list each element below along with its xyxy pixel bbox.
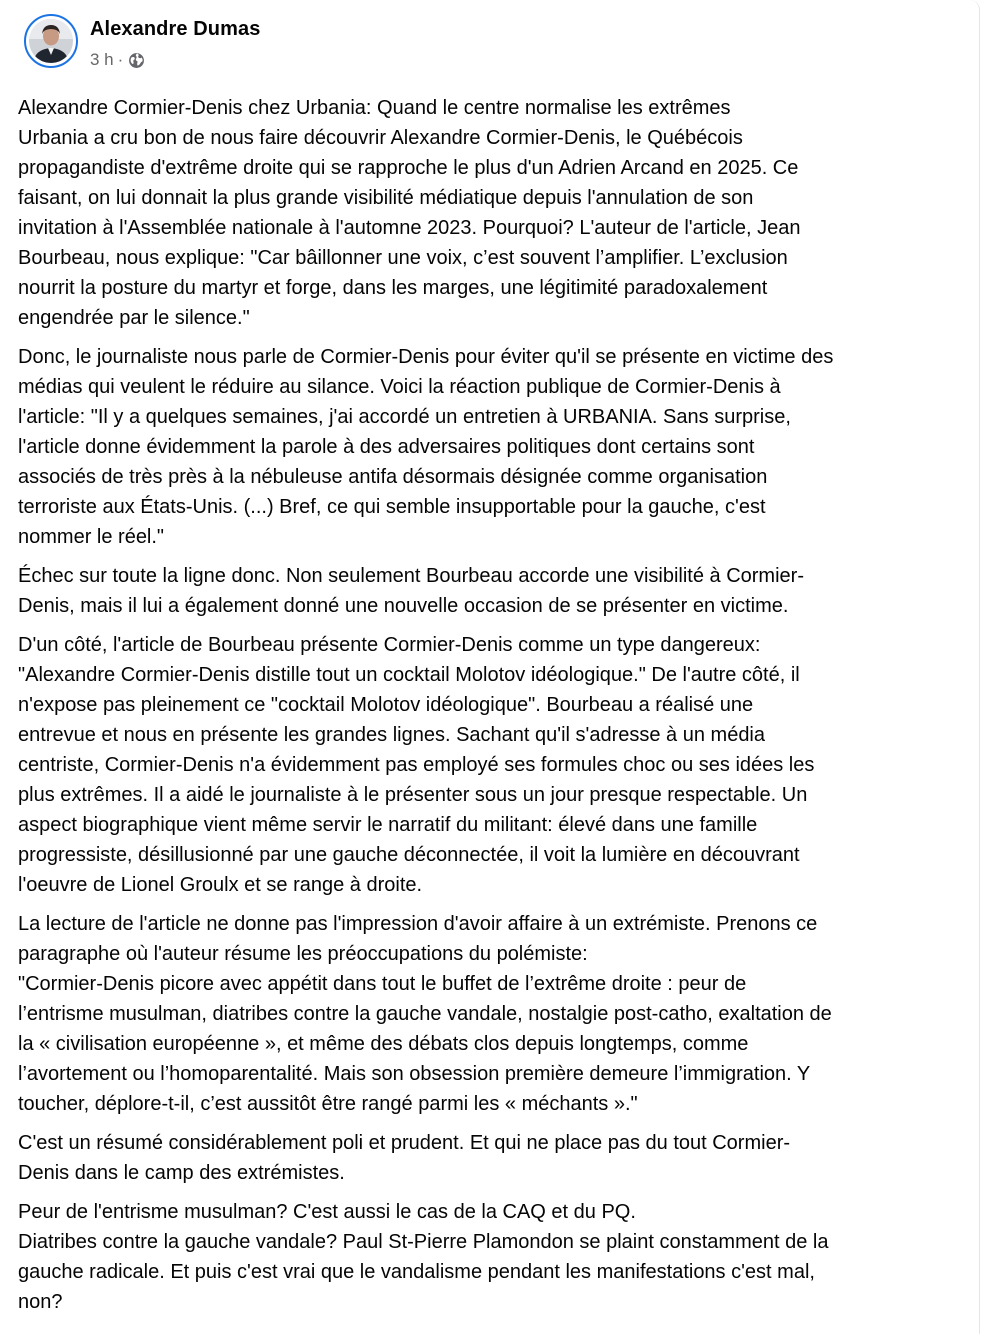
post-text-line: nourrit la posture du martyr et forge, dans les marges, une légitimité paradoxalement <box>18 277 768 299</box>
post-text-line: la « civilisation européenne », et même des débats clos depuis longtemps, comme <box>18 1033 749 1055</box>
post-text-line: plus extrêmes. Il a aidé le journaliste à le présenter sous un jour presque respectable. Un <box>18 784 808 806</box>
post-text-line: l'oeuvre de Lionel Groulx et se range à droite. <box>18 874 423 896</box>
post-text-line: gauche radicale. Et puis c'est vrai que le vandalisme pendant les manifestations c'est mal, <box>18 1261 815 1283</box>
post-text-line: D'un côté, l'article de Bourbeau présente Cormier-Denis comme un type dangereux: <box>18 634 761 656</box>
globe-icon[interactable] <box>128 52 145 69</box>
post-paragraph <box>18 909 968 1119</box>
post-paragraph <box>18 1197 968 1317</box>
post-header <box>24 14 724 74</box>
post-text-line: centriste, Cormier-Denis n'a évidemment pas employé ses formules choc ou ses idées les <box>18 754 815 776</box>
post-text-line: "Cormier-Denis picore avec appétit dans tout le buffet de l’extrême droite : peur de <box>18 973 747 995</box>
post-text-line: Échec sur toute la ligne donc. Non seulement Bourbeau accorde une visibilité à Cormier- <box>18 565 804 587</box>
post-text-line: l'article: "Il y a quelques semaines, j'ai accordé un entretien à URBANIA. Sans surprise, <box>18 406 791 428</box>
post-text-line: entrevue et nous en présente les grandes lignes. Sachant qu'il s'adresse à un média <box>18 724 766 746</box>
post-text-line: n'expose pas pleinement ce "cocktail Molotov idéologique". Bourbeau a réalisé une <box>18 694 754 716</box>
avatar-image <box>29 19 73 63</box>
post-time[interactable]: 3 h <box>90 50 114 69</box>
post-text-line: engendrée par le silence." <box>18 307 250 329</box>
post-paragraph <box>18 93 968 333</box>
post-text-line: faisant, on lui donnait la plus grande visibilité médiatique depuis l'annulation de son <box>18 187 754 209</box>
post-text-line: l'article donne évidemment la parole à des adversaires politiques dont certains sont <box>18 436 755 458</box>
post-text-line: Diatribes contre la gauche vandale? Paul St-Pierre Plamondon se plaint constamment de la <box>18 1231 829 1253</box>
post-text-line: invitation à l'Assemblée nationale à l'automne 2023. Pourquoi? L'auteur de l'article, Jean <box>18 217 801 239</box>
post-text-line: l’entrisme musulman, diatribes contre la gauche vandale, nostalgie post-catho, exaltation de <box>18 1003 832 1025</box>
post-paragraph <box>18 561 968 621</box>
post-text-line: Denis, mais il lui a également donné une nouvelle occasion de se présenter en victime. <box>18 595 789 617</box>
post-text-line: progressiste, désillusionné par une gauche déconnectée, il voit la lumière en découvrant <box>18 844 800 866</box>
post-text-line: Urbania a cru bon de nous faire découvrir Alexandre Cormier-Denis, le Québécois <box>18 127 743 149</box>
meta-separator: · <box>117 50 124 69</box>
post-text-line: Alexandre Cormier-Denis chez Urbania: Quand le centre normalise les extrêmes <box>18 97 731 119</box>
post-text-line: aspect biographique vient même servir le narratif du militant: élevé dans une famille <box>18 814 758 836</box>
post-text-line: La lecture de l'article ne donne pas l'impression d'avoir affaire à un extrémiste. Prenons ce <box>18 913 818 935</box>
post-text-line: "Alexandre Cormier-Denis distille tout un cocktail Molotov idéologique." De l'autre côté, il <box>18 664 800 686</box>
post-text-line: Donc, le journaliste nous parle de Cormier-Denis pour éviter qu'il se présente en victime des <box>18 346 834 368</box>
post-text-line: Bourbeau, nous explique: "Car bâillonner une voix, c’est souvent l’amplifier. L’exclusion <box>18 247 788 269</box>
post-text-line: paragraphe où l'auteur résume les préoccupations du polémiste: <box>18 943 588 965</box>
author-name[interactable]: Alexandre Dumas <box>90 18 261 40</box>
post-text-line: propagandiste d'extrême droite qui se rapproche le plus d'un Adrien Arcand en 2025. Ce <box>18 157 799 179</box>
post-text-line: Denis dans le camp des extrémistes. <box>18 1162 345 1184</box>
post-text-line: C'est un résumé considérablement poli et prudent. Et qui ne place pas du tout Cormier- <box>18 1132 791 1154</box>
post-paragraph <box>18 342 968 552</box>
post-text-line: associés de très près à la nébuleuse antifa désormais désignée comme organisation <box>18 466 768 488</box>
post-text-line: non? <box>18 1291 63 1313</box>
post-body <box>18 93 968 1326</box>
post-meta <box>90 50 145 70</box>
author-avatar[interactable] <box>24 14 78 68</box>
post-text-line: médias qui veulent le réduire au silance. Voici la réaction publique de Cormier-Denis à <box>18 376 781 398</box>
post-text-line: nommer le réel." <box>18 526 165 548</box>
post-text-line: toucher, déplore-t-il, c’est aussitôt être rangé parmi les « méchants »." <box>18 1093 638 1115</box>
post-paragraph <box>18 630 968 900</box>
post-text-line: l’avortement ou l’homoparentalité. Mais son obsession première demeure l’immigration. Y <box>18 1063 811 1085</box>
post-text-line: Peur de l'entrisme musulman? C'est aussi le cas de la CAQ et du PQ. <box>18 1201 636 1223</box>
post-paragraph <box>18 1128 968 1188</box>
post-text-line: terroriste aux États-Unis. (...) Bref, ce qui semble insupportable pour la gauche, c'est <box>18 496 766 518</box>
